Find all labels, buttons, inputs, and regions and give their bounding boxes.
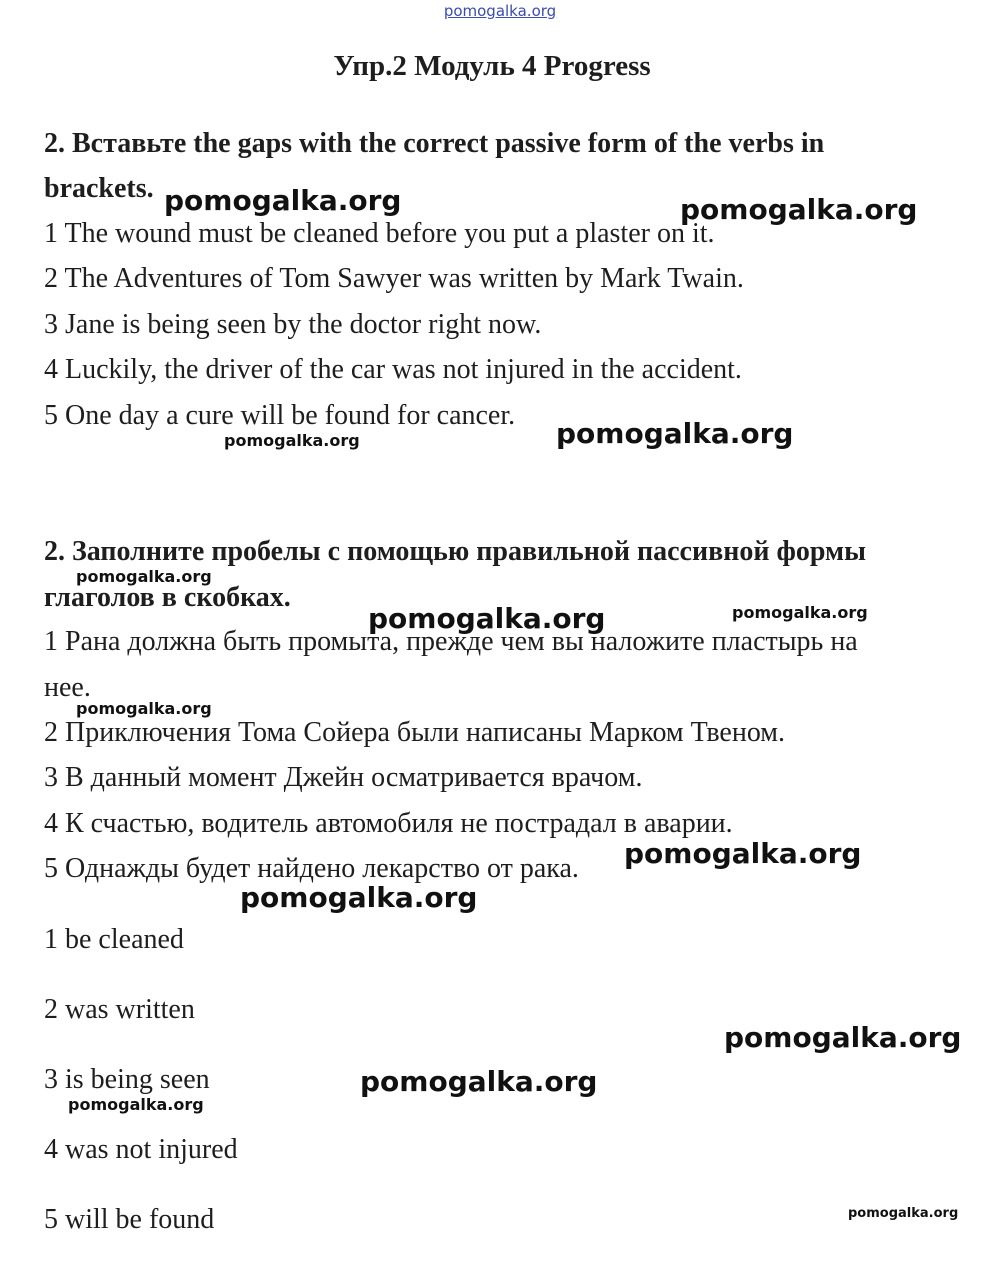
watermark: pomogalka.org <box>556 417 794 450</box>
english-item-1: 1 The wound must be cleaned before you put a plaster on it. <box>44 218 715 249</box>
russian-task-heading-line1: 2. Заполните пробелы с помощью правильной пассивной формы <box>44 536 866 567</box>
watermark: pomogalka.org <box>224 431 360 450</box>
answer-4: 4 was not injured <box>44 1134 238 1165</box>
english-task-heading-line1: 2. Вставьте the gaps with the correct passive form of the verbs in <box>44 128 825 159</box>
watermark: pomogalka.org <box>164 184 402 217</box>
russian-item-5: 5 Однажды будет найдено лекарство от рака. <box>44 853 579 884</box>
watermark: pomogalka.org <box>368 602 606 635</box>
watermark: pomogalka.org <box>240 881 478 914</box>
answer-5: 5 will be found <box>44 1204 215 1235</box>
watermark: pomogalka.org <box>680 193 918 226</box>
english-item-2: 2 The Adventures of Tom Sawyer was written by Mark Twain. <box>44 263 744 294</box>
answer-1: 1 be cleaned <box>44 924 184 955</box>
russian-item-1-line2: нее. <box>44 672 91 703</box>
russian-item-2: 2 Приключения Тома Сойера были написаны Марком Твеном. <box>44 717 786 748</box>
russian-item-1-line1: 1 Рана должна быть промыта, прежде чем вы наложите пластырь на <box>44 626 858 657</box>
watermark: pomogalka.org <box>724 1021 962 1054</box>
english-item-5: 5 One day a cure will be found for cancer. <box>44 400 516 431</box>
russian-task-heading-line2: глаголов в скобках. <box>44 582 291 613</box>
watermark: pomogalka.org <box>76 567 212 586</box>
watermark: pomogalka.org <box>732 603 868 622</box>
watermark: pomogalka.org <box>76 699 212 718</box>
watermark: pomogalka.org <box>360 1065 598 1098</box>
english-task-heading-line2: brackets. <box>44 173 154 204</box>
russian-item-4: 4 К счастью, водитель автомобиля не пострадал в аварии. <box>44 808 733 839</box>
english-item-4: 4 Luckily, the driver of the car was not injured in the accident. <box>44 354 742 385</box>
answer-3: 3 is being seen <box>44 1064 210 1095</box>
russian-item-3: 3 В данный момент Джейн осматривается врачом. <box>44 762 643 793</box>
english-item-3: 3 Jane is being seen by the doctor right now. <box>44 309 542 340</box>
page-title: Упр.2 Модуль 4 Progress <box>333 50 651 82</box>
watermark: pomogalka.org <box>624 837 862 870</box>
site-header-link[interactable]: pomogalka.org <box>443 2 557 20</box>
answer-2: 2 was written <box>44 994 195 1025</box>
watermark: pomogalka.org <box>848 1206 959 1221</box>
watermark: pomogalka.org <box>68 1095 204 1114</box>
